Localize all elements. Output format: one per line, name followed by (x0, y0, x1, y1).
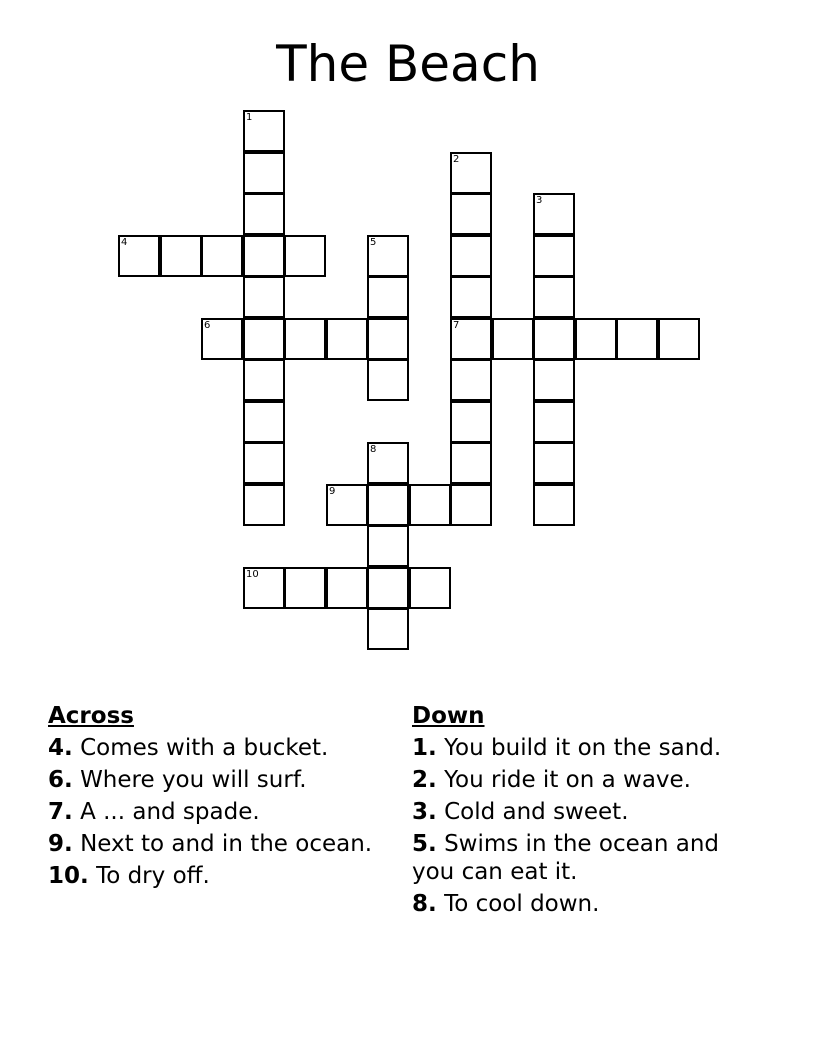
across-clue (48, 798, 378, 826)
down-clue (412, 798, 742, 826)
down-clue-list (412, 734, 742, 918)
clue-number: 8. (412, 891, 437, 917)
clue-number: 5. (412, 831, 437, 857)
crossword-cell[interactable] (450, 276, 492, 318)
clue-text: You ride it on a wave. (444, 767, 691, 793)
crossword-cell[interactable] (243, 567, 285, 609)
crossword-cell[interactable] (243, 276, 285, 318)
across-heading: Across (48, 703, 134, 729)
clue-text: To cool down. (444, 891, 600, 917)
cell-number: 6 (204, 320, 211, 331)
crossword-cell[interactable] (450, 152, 492, 194)
clue-number: 7. (48, 799, 73, 825)
crossword-cell[interactable] (533, 276, 575, 318)
clue-number: 2. (412, 767, 437, 793)
clue-text: To dry off. (96, 863, 210, 889)
crossword-cell[interactable] (326, 484, 368, 526)
down-clue (412, 734, 742, 762)
crossword-cell[interactable] (243, 401, 285, 443)
crossword-cell[interactable] (284, 318, 326, 360)
crossword-cell[interactable] (367, 525, 409, 567)
crossword-cell[interactable] (243, 359, 285, 401)
clue-number: 1. (412, 735, 437, 761)
crossword-cell[interactable] (492, 318, 534, 360)
crossword-cell[interactable] (367, 276, 409, 318)
clue-number: 9. (48, 831, 73, 857)
down-clue (412, 830, 742, 886)
crossword-cell[interactable] (160, 235, 202, 277)
crossword-cell[interactable] (326, 567, 368, 609)
clue-text: Where you will surf. (80, 767, 307, 793)
cell-number: 4 (121, 237, 128, 248)
down-clues (412, 702, 742, 918)
cell-number: 7 (453, 320, 460, 331)
clue-number: 6. (48, 767, 73, 793)
clue-text: A ... and spade. (80, 799, 260, 825)
crossword-cell[interactable] (243, 484, 285, 526)
crossword-cell[interactable] (367, 442, 409, 484)
down-heading: Down (412, 703, 485, 729)
crossword-cell[interactable] (367, 567, 409, 609)
crossword-cell[interactable] (201, 235, 243, 277)
crossword-cell[interactable] (533, 318, 575, 360)
cell-number: 1 (246, 112, 253, 123)
cell-number: 3 (536, 195, 543, 206)
clue-text: Cold and sweet. (444, 799, 629, 825)
across-clue (48, 734, 378, 762)
crossword-cell[interactable] (533, 401, 575, 443)
crossword-cell[interactable] (118, 235, 160, 277)
across-clue-list (48, 734, 378, 890)
crossword-cell[interactable] (575, 318, 617, 360)
down-clue (412, 890, 742, 918)
crossword-cell[interactable] (243, 152, 285, 194)
down-clue (412, 766, 742, 794)
across-clue (48, 862, 378, 890)
cell-number: 9 (329, 486, 336, 497)
crossword-cell[interactable] (450, 193, 492, 235)
clue-text: You build it on the sand. (444, 735, 722, 761)
clue-number: 4. (48, 735, 73, 761)
crossword-cell[interactable] (284, 567, 326, 609)
crossword-cell[interactable] (409, 484, 451, 526)
across-clue (48, 766, 378, 794)
clue-text: Next to and in the ocean. (80, 831, 373, 857)
cell-number: 2 (453, 154, 460, 165)
crossword-cell[interactable] (450, 359, 492, 401)
clue-text: Comes with a bucket. (80, 735, 329, 761)
crossword-cell[interactable] (533, 193, 575, 235)
clue-text: Swims in the ocean and you can eat it. (412, 831, 720, 885)
across-clue (48, 830, 378, 858)
crossword-cell[interactable] (367, 484, 409, 526)
crossword-cell[interactable] (450, 484, 492, 526)
puzzle-title: The Beach (276, 35, 540, 93)
crossword-cell[interactable] (450, 442, 492, 484)
across-clues (48, 702, 378, 890)
crossword-cell[interactable] (450, 235, 492, 277)
crossword-cell[interactable] (533, 359, 575, 401)
crossword-cell[interactable] (243, 235, 285, 277)
crossword-cell[interactable] (616, 318, 658, 360)
crossword-cell[interactable] (367, 235, 409, 277)
crossword-cell[interactable] (367, 318, 409, 360)
crossword-cell[interactable] (367, 608, 409, 650)
crossword-cell[interactable] (450, 318, 492, 360)
crossword-cell[interactable] (450, 401, 492, 443)
crossword-cell[interactable] (243, 318, 285, 360)
crossword-cell[interactable] (201, 318, 243, 360)
crossword-cell[interactable] (243, 442, 285, 484)
crossword-cell[interactable] (326, 318, 368, 360)
clue-number: 3. (412, 799, 437, 825)
crossword-cell[interactable] (284, 235, 326, 277)
clue-number: 10. (48, 863, 89, 889)
crossword-cell[interactable] (533, 235, 575, 277)
crossword-cell[interactable] (409, 567, 451, 609)
crossword-cell[interactable] (243, 193, 285, 235)
crossword-cell[interactable] (658, 318, 700, 360)
cell-number: 8 (370, 444, 377, 455)
crossword-cell[interactable] (533, 442, 575, 484)
crossword-cell[interactable] (367, 359, 409, 401)
cell-number: 10 (246, 569, 259, 580)
cell-number: 5 (370, 237, 377, 248)
crossword-cell[interactable] (243, 110, 285, 152)
crossword-cell[interactable] (533, 484, 575, 526)
